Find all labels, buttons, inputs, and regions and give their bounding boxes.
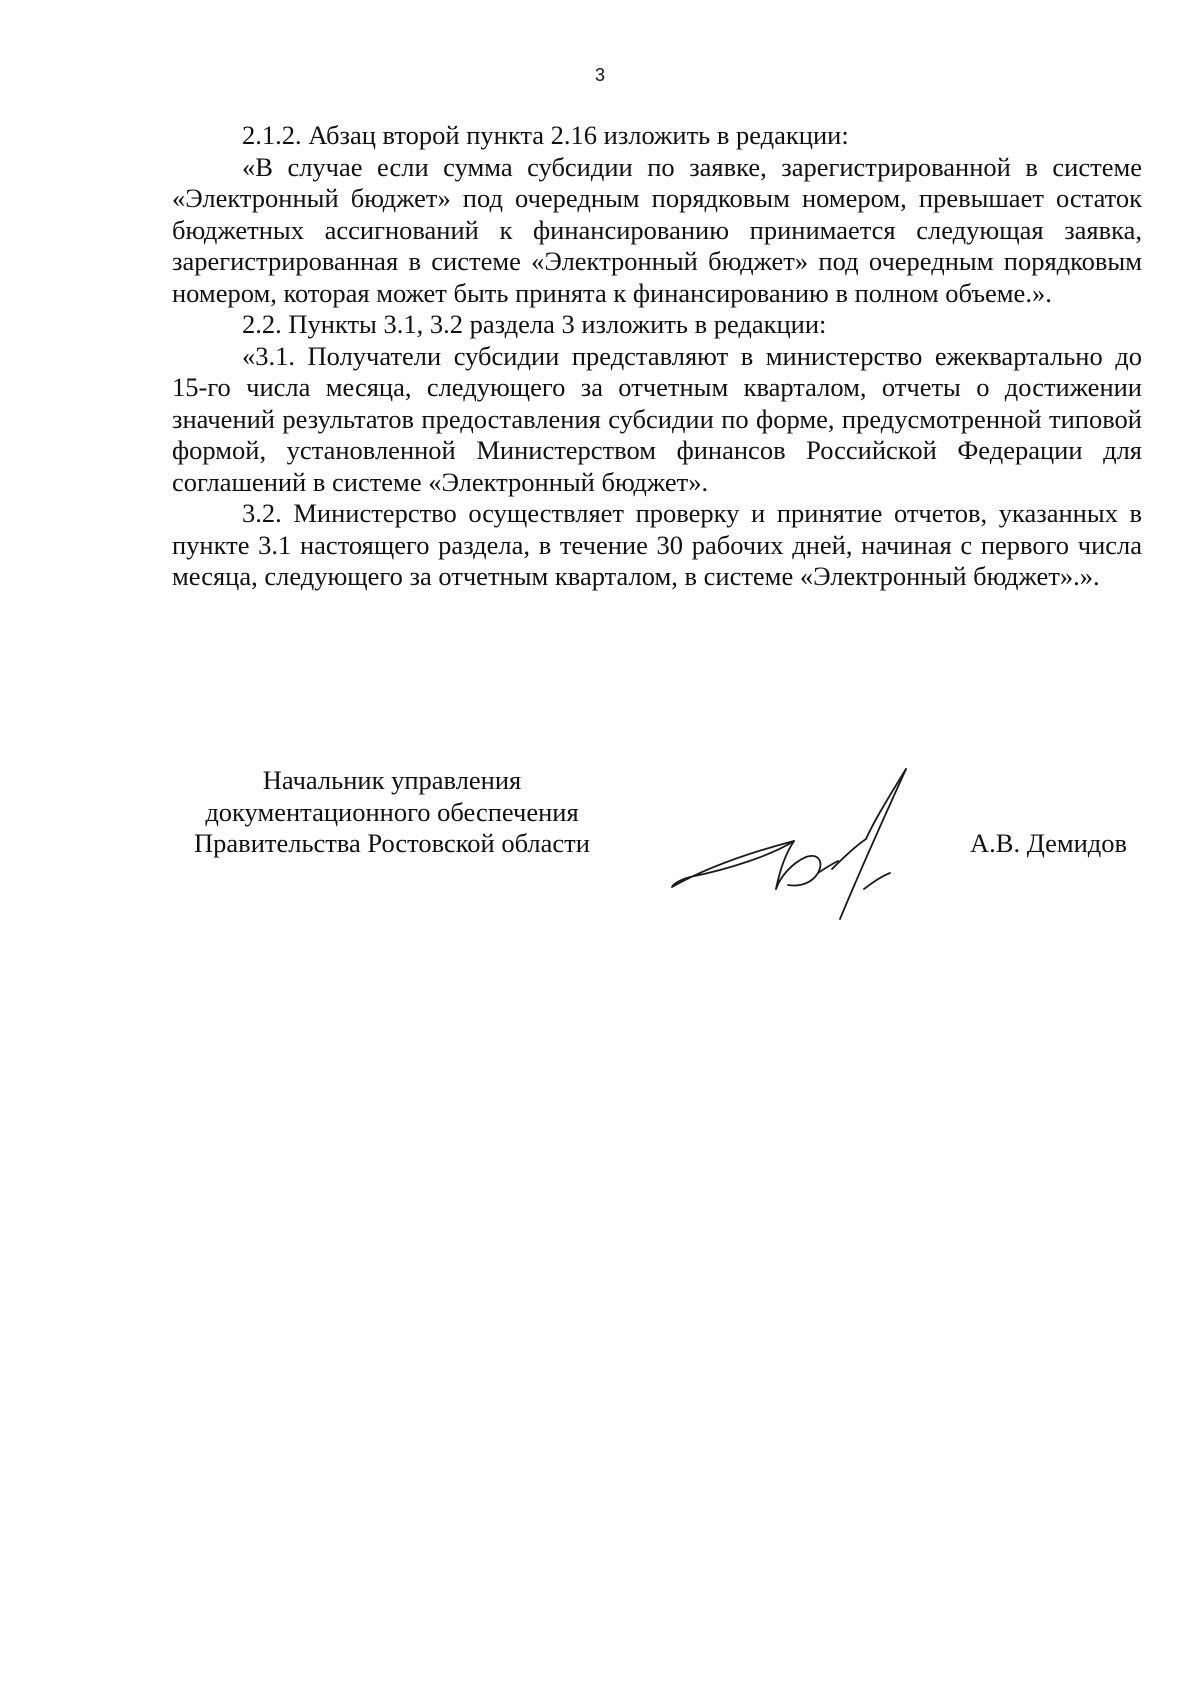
document-body <box>172 120 1142 593</box>
paragraph-3-2: 3.2. Министерство осуществляет проверку и принятие отчетов, указанных в пункте 3.1 настоящего раздела, в течение 30 рабочих дней, начиная с первого числа месяца, следующего за отчетным кварталом, в системе «Электронный бюджет».». <box>172 498 1142 591</box>
handwritten-signature <box>668 765 968 935</box>
signer-position-line: Начальник управления <box>262 765 522 795</box>
signature-block <box>0 765 1200 935</box>
page-number: 3 <box>594 65 605 85</box>
signer-position <box>172 765 612 860</box>
paragraph-2-1-2-quote: «В случае если сумма субсидии по заявке, зарегистрированной в системе «Электронный бюджет» под очередным порядковым номером, превышает остаток бюджетных ассигнований к финансированию принимается следующая заявка, зарегистрированная в системе «Электронный бюджет» под очередным порядковым номером, которая может быть принята к финансированию в полном объеме.». <box>172 151 1142 308</box>
paragraph-3-1: «3.1. Получатели субсидии представляют в министерство ежеквартально до 15-го числа месяца, следующего за отчетным кварталом, отчеты о достижении значений результатов предоставления субсидии по форме, предусмотренной типовой формой, установленной Министерством финансов Российской Федерации для соглашений в системе «Электронный бюджет». <box>172 340 1142 497</box>
signer-position-line: Правительства Ростовской области <box>194 828 590 858</box>
paragraph-2-1-2: 2.1.2. Абзац второй пункта 2.16 изложить в редакции: <box>242 120 849 150</box>
signer-name: А.В. Демидов <box>970 828 1128 858</box>
signer-position-line: документационного обеспечения <box>205 796 579 827</box>
paragraph-2-2: 2.2. Пункты 3.1, 3.2 раздела 3 изложить в редакции: <box>242 309 827 339</box>
